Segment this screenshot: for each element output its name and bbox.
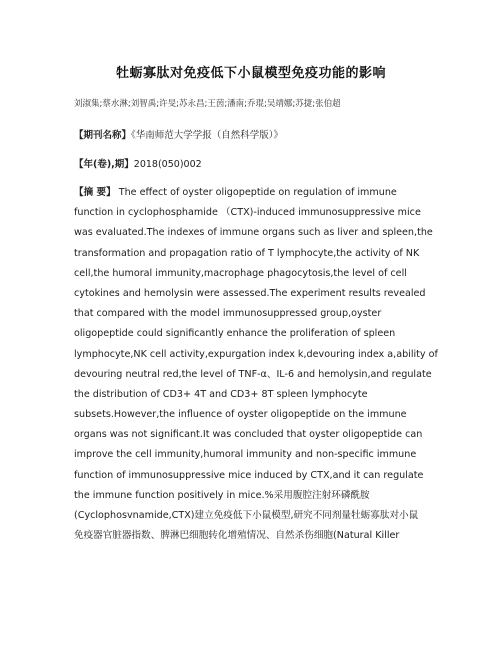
abstract-line-text: function of immunosuppressive mice induced by CTX,and it can regulate — [74, 469, 424, 481]
abstract-label: 【摘 要】 — [74, 187, 116, 198]
year-volume-issue-label: 【年(卷),期】 — [74, 159, 134, 170]
abstract-line — [74, 345, 444, 365]
abstract-line — [74, 244, 444, 264]
abstract-line-text: the immune function positively in mice.%采用腹腔注射环磷酰胺 — [74, 489, 370, 501]
abstract-line-text: subsets.However,the influence of oyster oligopeptide on the immune — [74, 409, 407, 421]
abstract-line-text: The effect of oyster oligopeptide on regulation of immune — [118, 187, 397, 198]
document-title: 牡蛎寡肽对免疫低下小鼠模型免疫功能的影响 — [115, 66, 386, 81]
year-volume-issue-row — [74, 156, 202, 170]
abstract-line-text: lymphocyte,NK cell activity,expurgation index k,devouring index a,ability of — [74, 348, 438, 360]
abstract-line — [74, 425, 444, 445]
abstract-line-text: improve the cell immunity,humoral immunity and non-specific immune — [74, 449, 417, 461]
abstract-line — [74, 466, 444, 486]
abstract-line — [74, 486, 444, 506]
abstract-line-text: organs was not significant.It was concluded that oyster oligopeptide can — [74, 429, 423, 441]
abstract-line-text: function in cyclophosphamide （CTX)-induced immunosuppressive mice — [74, 207, 421, 219]
abstract-line-text: (Cyclophosvnamide,CTX)建立免疫低下小鼠模型,研究不同剂量牡蛎寡肽对小鼠 — [74, 510, 419, 521]
abstract-line-text: cell,the humoral immunity,macrophage phagocytosis,the level of cell — [74, 267, 407, 279]
abstract-line — [74, 304, 444, 324]
abstract-section — [74, 183, 444, 546]
abstract-line-text: 免疫器官脏器指数、脾淋巴细胞转化增殖情况、自然杀伤细胞(Natural Killer — [74, 530, 400, 542]
abstract-line — [74, 526, 444, 546]
year-volume-issue-value: 2018(050)002 — [133, 159, 202, 170]
abstract-line — [74, 445, 444, 465]
abstract-line-text: devouring neutral red,the level of TNF-α、IL-6 and hemolysin,and regulate — [74, 368, 432, 380]
abstract-line — [74, 405, 444, 425]
abstract-line-text: that compared with the model immunosuppressed group,oyster — [74, 308, 382, 320]
abstract-line — [74, 506, 444, 526]
abstract-line-text: oligopeptide could significantly enhance the proliferation of spleen — [74, 328, 396, 340]
abstract-line — [74, 223, 444, 243]
abstract-line — [74, 183, 444, 203]
abstract-line — [74, 324, 444, 344]
abstract-line — [74, 264, 444, 284]
abstract-line-text: the distribution of CD3+ 4T and CD3+ 8T spleen lymphocyte — [74, 388, 368, 400]
journal-name-row — [74, 127, 283, 141]
abstract-line — [74, 284, 444, 304]
abstract-line — [74, 203, 444, 223]
abstract-line-text: transformation and propagation ratio of T lymphocyte,the activity of NK — [74, 247, 420, 259]
journal-name-value: 《华南师范大学学报（自然科学版）》 — [131, 130, 284, 141]
abstract-line — [74, 365, 444, 385]
journal-name-label: 【期刊名称】 — [74, 130, 132, 141]
abstract-line — [74, 385, 444, 405]
author-list: 刘淑集;蔡水淋;刘智禹;许旻;苏永昌;王茵;潘南;乔琨;吴靖娜;苏捷;张伯超 — [74, 99, 341, 109]
abstract-line-text: cytokines and hemolysin were assessed.The experiment results revealed — [74, 287, 426, 299]
abstract-line-text: was evaluated.The indexes of immune organs such as liver and spleen,the — [74, 227, 433, 239]
